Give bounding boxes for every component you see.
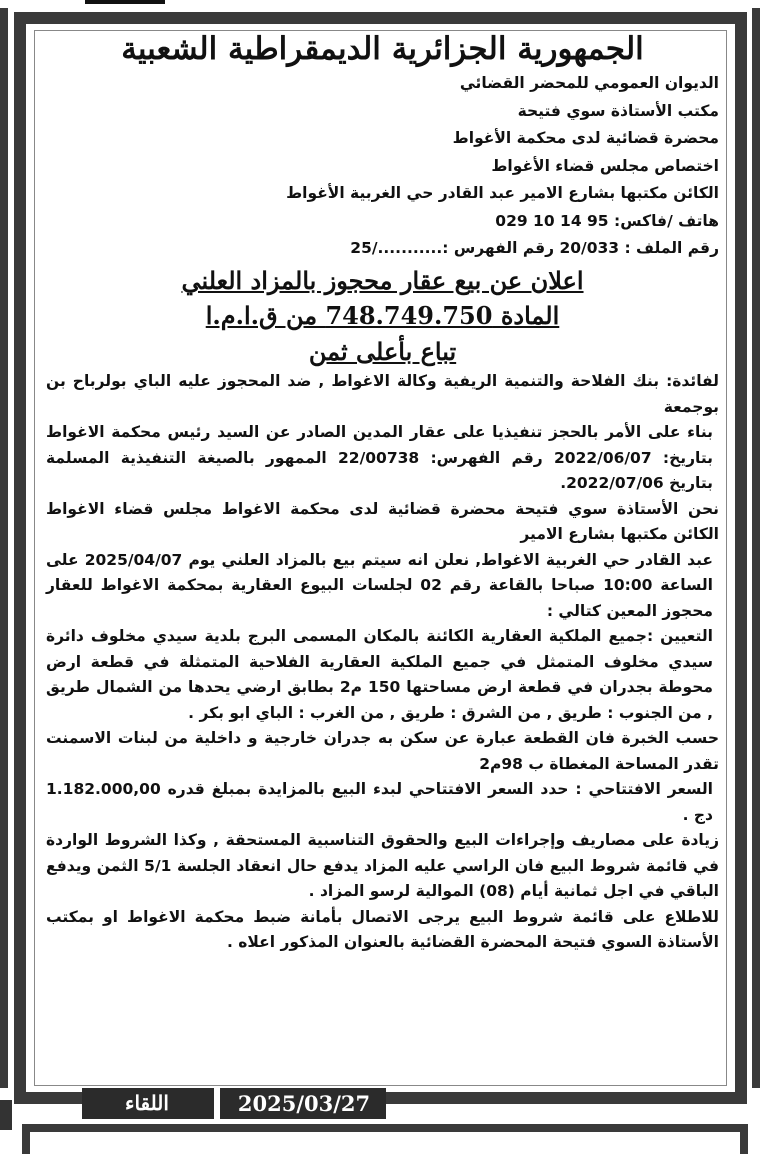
- contact-paragraph: للاطلاع على قائمة شروط البيع يرجى الاتصال بأمانة ضبط محكمة الاغواط او بمكتب الأستاذة السوي فتيحة المحضرة القضائية بالعنوان المذكور اعلاه .: [46, 907, 719, 951]
- top-strip: [85, 0, 165, 4]
- left-edge-mark: [0, 1100, 12, 1130]
- order-paragraph: بناء على الأمر بالحجز تنفيذيا على عقار المدين الصادر عن السيد رئيس محكمة الاغواط بتاريخ: 2022/06/07 رقم الفهرس: 22/00738 الممهور بالصيغة التنفيذية المسلمة بتاريخ 2022/07/06.: [46, 423, 713, 492]
- announcement-heading: اعلان عن بيع عقار محجوز بالمزاد العلني: [181, 266, 584, 295]
- announcement-frame: [14, 12, 747, 1104]
- auction-date-paragraph: عبد القادر حي الغربية الاغواط, نعلن انه سيتم بيع بالمزاد العلني يوم 2025/04/07 على الساعة 10:00 صباحا بالقاعة رقم 02 لجلسات البيوع العقارية بمحكمة الاغواط للعقار محجوز المعين كتالي :: [46, 550, 713, 620]
- announcement-content: [46, 30, 719, 1074]
- office-line-4: اختصاص مجلس قضاء الأغواط: [491, 156, 719, 175]
- newspaper-name: اللقاء: [125, 1091, 169, 1115]
- office-line-2: مكتب الأستاذة سوي فتيحة: [517, 101, 719, 120]
- beneficiary-paragraph: لفائدة: بنك الفلاحة والتنمية الريفية وكالة الاغواط , ضد المحجوز عليه الباي بولرباح بن بوجمعة: [46, 372, 719, 416]
- footer-separator: [214, 1088, 220, 1119]
- office-address: الكائن مكتبها بشارع الامير عبد القادر حي الغربية الأغواط: [286, 184, 719, 202]
- publication-date: 2025/03/27: [237, 1091, 371, 1116]
- next-announcement-frame: [22, 1124, 748, 1154]
- bailiff-paragraph: نحن الأستاذة سوي فتيحة محضرة قضائية لدى محكمة الاغواط مجلس قضاء الاغواط الكائن مكتبها بشارع الامير: [46, 499, 719, 543]
- office-line-1: الديوان العمومي للمحضر القضائي: [459, 74, 719, 92]
- right-border-rule: [752, 8, 760, 1088]
- left-border-rule: [0, 8, 8, 1088]
- opening-price-paragraph: السعر الافتتاحي : حدد السعر الافتتاحي لبدء البيع بالمزايدة بمبلغ قدره 1.182.000,00 دج .: [46, 780, 713, 824]
- republic-title: الجمهورية الجزائرية الديمقراطية الشعبية: [121, 31, 644, 67]
- expertise-paragraph: حسب الخبرة فان القطعة عبارة عن سكن به جدران خارجية و داخلية من لبنات الاسمنت تقدر المساحة المغطاة ب 98م2: [46, 729, 719, 773]
- conditions-paragraph: زيادة على مصاريف وإجراءات البيع والحقوق التناسبية المستحقة , وكذا الشروط الواردة في قائمة شروط البيع فان الراسي عليه المزاد يدفع حال انعقاد الجلسة 5/1 الثمن ويدفع الباقي في اجل ثمانية أيام (08) الموالية لرسو المزاد .: [46, 831, 719, 900]
- announcement-article: المادة 748.749.750 من ق.ا.م.ا: [205, 301, 560, 330]
- announcement-subheading: تباع بأعلى ثمن: [308, 337, 457, 366]
- file-reference: رقم الملف : 20/033 رقم الفهرس :.........../25: [350, 239, 719, 257]
- property-designation-paragraph: التعيين :جميع الملكية العقارية الكائنة بالمكان المسمى البرج بلدية سيدي مخلوف دائرة سيدي مخلوف المتمثل في جميع الملكية العقارية الفلاحية المتمثلة في قطعة ارض محوطة بجدران في قطعة ارض مساحتها 150 م2 بطابق ارضي يحدها من الشمال طريق , من الجنوب : طريق , من الشرق : طريق , من الغرب : الباي ابو بكر .: [46, 627, 713, 722]
- office-phone: هاتف /فاكس: 95 14 10 029: [495, 211, 719, 230]
- office-line-3: محضرة قضائية لدى محكمة الأغواط: [452, 129, 719, 147]
